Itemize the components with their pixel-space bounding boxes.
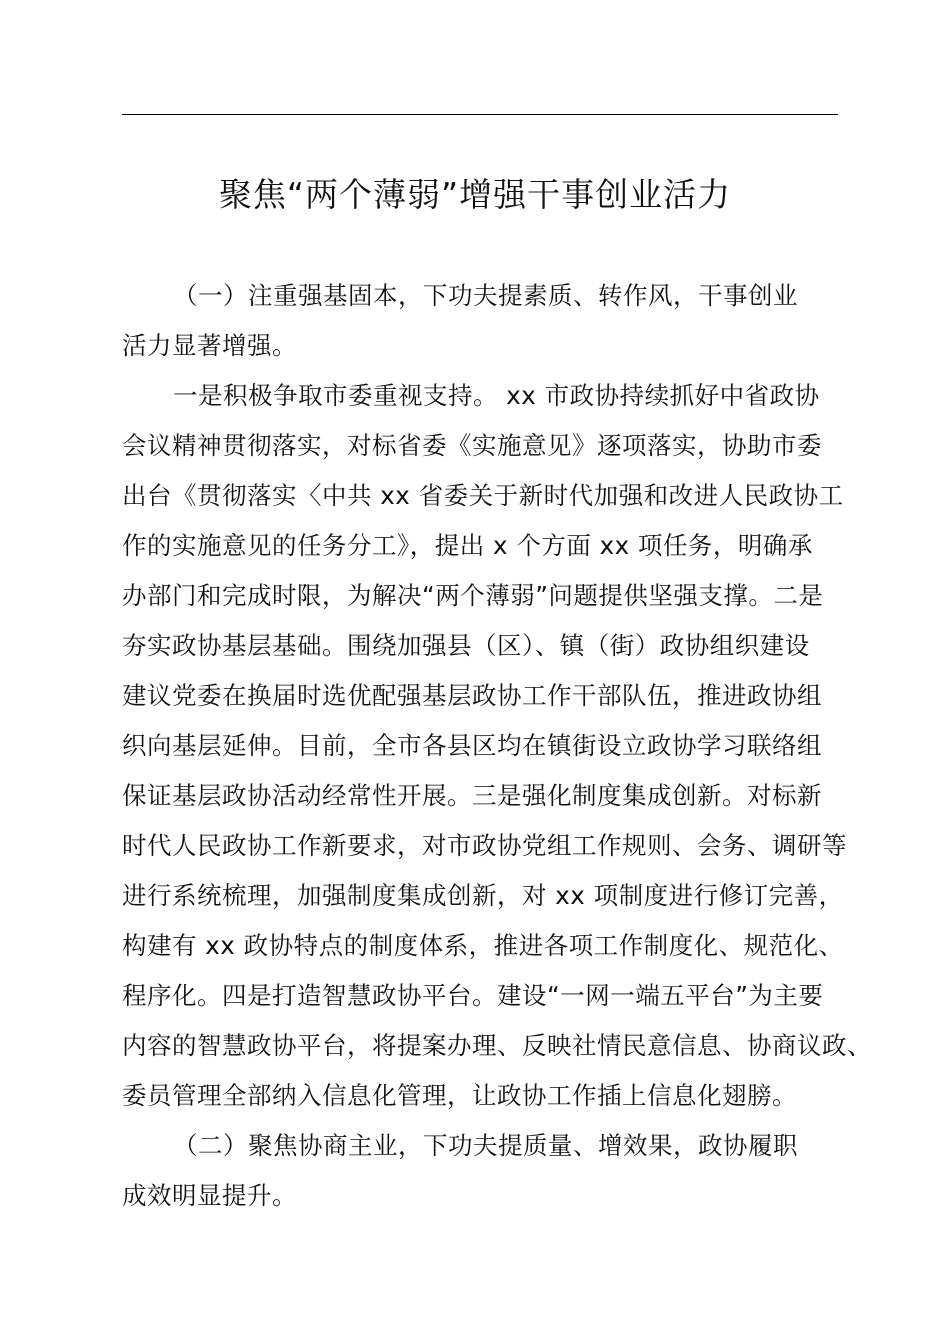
header-rule	[122, 114, 838, 115]
paragraph-line: 夯实政协基层基础。围绕加强县（区）、镇（街）政协组织建设	[122, 631, 810, 660]
paragraph-line: 进行系统梳理，加强制度集成创新，对 xx 项制度进行修订完善，	[122, 881, 844, 910]
section-heading-line: 活力显著增强。	[122, 331, 297, 360]
paragraph-line: 构建有 xx 政协特点的制度体系，推进各项工作制度化、规范化、	[122, 931, 844, 960]
paragraph-line: 保证基层政协活动经常性开展。三是强化制度集成创新。对标新	[122, 781, 822, 810]
section-heading-line: （一）注重强基固本，下功夫提素质、转作风，干事创业	[173, 281, 798, 310]
section-heading-line: （二）聚焦协商主业，下功夫提质量、增效果，政协履职	[173, 1131, 798, 1160]
document-title: 聚焦“两个薄弱”增强干事创业活力	[218, 175, 732, 214]
paragraph-line: 时代人民政协工作新要求，对市政协党组工作规则、会务、调研等	[122, 831, 847, 860]
paragraph-line: 程序化。四是打造智慧政协平台。建设“一网一端五平台”为主要	[122, 981, 824, 1010]
paragraph-line: 会议精神贯彻落实，对标省委《实施意见》逐项落实，协助市委	[122, 431, 822, 460]
section-heading-line: 成效明显提升。	[122, 1181, 297, 1210]
paragraph-line: 委员管理全部纳入信息化管理，让政协工作插上信息化翅膀。	[122, 1081, 797, 1110]
paragraph-line: 内容的智慧政协平台，将提案办理、反映社情民意信息、协商议政、	[122, 1031, 872, 1060]
paragraph-line: 办部门和完成时限，为解决“两个薄弱”问题提供坚强支撑。二是	[122, 581, 824, 610]
paragraph-line: 织向基层延伸。目前，全市各县区均在镇街设立政协学习联络组	[122, 731, 822, 760]
paragraph-line: 作的实施意见的任务分工》，提出 x 个方面 xx 项任务，明确承	[122, 531, 813, 560]
paragraph-line: 建议党委在换届时选优配强基层政协工作干部队伍，推进政协组	[122, 681, 822, 710]
paragraph-line: 出台《贯彻落实〈中共 xx 省委关于新时代加强和改进人民政协工	[122, 481, 844, 510]
paragraph-line: 一是积极争取市委重视支持。 xx 市政协持续抓好中省政协	[173, 381, 820, 410]
